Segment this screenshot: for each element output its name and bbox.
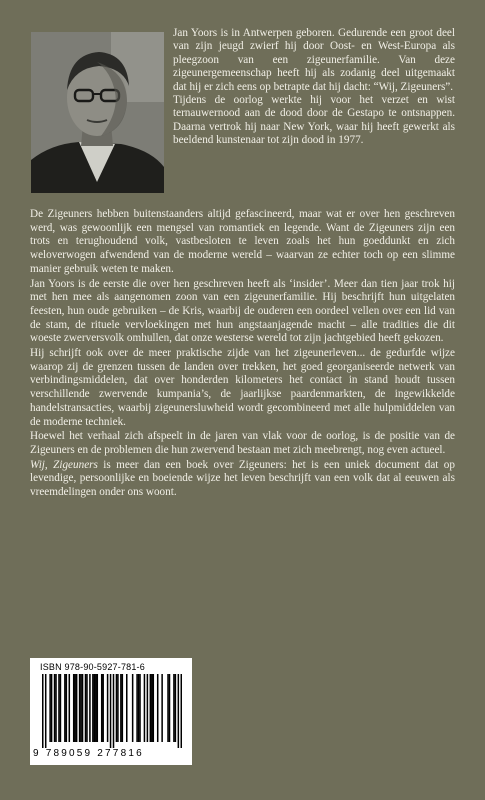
barcode-bar [178,674,180,748]
barcode-bar [79,674,81,742]
barcode-bar [45,674,47,748]
barcode-bar [157,674,159,742]
barcode-bar [42,674,44,748]
barcode-bar [175,674,177,742]
barcode-bar [167,674,169,742]
barcode-bar [54,674,56,742]
ean-digits: 9 789059 277816 [33,748,144,759]
blurb-paragraph [30,459,455,500]
barcode-bar [151,674,153,742]
barcode-bar [101,674,103,742]
barcode-bar [102,674,104,742]
barcode-bar [116,674,118,742]
barcode-bar [113,674,115,748]
barcode-bar [69,674,71,742]
blurb-paragraph: De Zigeuners hebben buitenstaanders altijd gefascineerd, maar wat er over hen geschreven werd, was gewoonlijk een mengsel van romantiek en legende. Want de Zigeuners zijn een trots en terughoudend volk, vastbesloten te leven zoals het hun goeddunkt en zich weloverwogen afwendend van de moderne wereld – waarvan ze echter toch op een slimme manier gebruik weten te maken. [30,208,455,275]
barcode-bar [86,674,88,742]
barcode-bar [60,674,62,742]
barcode-bar [92,674,94,742]
barcode-bar [161,674,163,742]
barcode-bar [126,674,128,742]
blurb-paragraph: Hij schrijft ook over de meer praktische zijde van het zigeunerleven... de gedurfde wijze waarop zij de grenzen tussen de landen over trekken, het goed georganiseerde netwerk van verbindingsmiddelen, dat over honderden kilometers het contact in stand houdt tussen verschillende zwervende kumpania’s, de jaarlijkse paardenmarkten, de ingewikkelde handelstransacties, waarbij zigeunersluwheid wordt gecombineerd met alle hulpmiddelen van de moderne techniek. [30,347,455,428]
barcode-bar [117,674,119,742]
barcode-bar [74,674,76,742]
barcode-bar [150,674,152,742]
bio-paragraph: Jan Yoors is in Antwerpen geboren. Gedurende een groot deel van zijn jeugd zwierf hij door Oost- en West-Europa als pleegzoon van een zigeunerfamilie. Van deze zigeunergemeenschap heeft hij als zodanig deel uitgemaakt dat hij er zich eens op betrapte dat hij dacht: “Wij, Zigeuners”. [173,27,455,93]
author-bio [173,27,455,148]
barcode-bar [73,674,75,742]
blurb-text-span: is meer dan een boek over Zigeuners: het is een uniek document dat op levendige, persoonlijke en boeiende wijze het leven beschrijft van een volk dat al eeuwen als vreemdelingen onder ons woont. [30,458,455,499]
barcode-bar [144,674,146,742]
barcode-bar [89,674,91,742]
barcode-bar [76,674,78,742]
barcode-bar [110,674,112,748]
barcode-bar [169,674,171,742]
barcode-bar [122,674,124,742]
barcode-bar [80,674,82,742]
barcode-bar [97,674,99,742]
blurb-paragraph: Jan Yoors is de eerste die over hen geschreven heeft als ‘insider’. Meer dan tien jaar trok hij met hen mee als aangenomen zoon van een zigeunerfamilie. Hij beschrijft hun uitgelaten feesten, hun oude gebruiken – de Kris, waarbij de ouderen een oordeel vellen over een lid van de stam, de rituele vervloekingen met hun angstaanjagende macht – alle tradities die dit woeste zwerversvolk omhullen, dat onze westerse wereld tot zijn jachtgebied heeft gekozen. [30,277,455,345]
barcode-bar [94,674,96,742]
barcode-bar [181,674,182,748]
barcode-bar [153,674,155,742]
barcode-bar [138,674,140,742]
barcode-bar [132,674,134,742]
barcode-bars [42,674,182,748]
barcode-bar [173,674,175,742]
barcode-bar [139,674,141,742]
blurb-text [30,208,455,500]
blurb-paragraph: Hoewel het verhaal zich afspeelt in de jaren van vlak voor de oorlog, is de positie van de Zigeuners en de problemen die hun zwervend bestaan met zich meebrengt, nog even actueel. [30,430,455,456]
barcode-bar [55,674,57,742]
barcode-bar [58,674,60,742]
bio-paragraph: Tijdens de oorlog werkte hij voor het verzet en wist ternauwernood aan de dood door de Gestapo te ontsnappen. Daarna vertrok hij naar New York, waar hij heeft gewerkt als beeldend kunstenaar tot zijn dood in 1977. [173,94,455,147]
barcode-bar [147,674,149,742]
barcode-bar [64,674,66,742]
author-photo [31,32,164,193]
barcode-bar [107,674,109,742]
barcode-bar [136,674,138,742]
book-title: Wij, Zigeuners [30,458,98,471]
barcode-bar [66,674,68,742]
barcode-bar [49,674,51,742]
barcode-bar [82,674,84,742]
barcode-bar [51,674,53,742]
barcode-bar [85,674,87,742]
barcode-bar [120,674,122,742]
isbn-label: ISBN 978-90-5927-781-6 [40,662,145,672]
barcode-bar [95,674,97,742]
barcode-panel [30,658,192,765]
